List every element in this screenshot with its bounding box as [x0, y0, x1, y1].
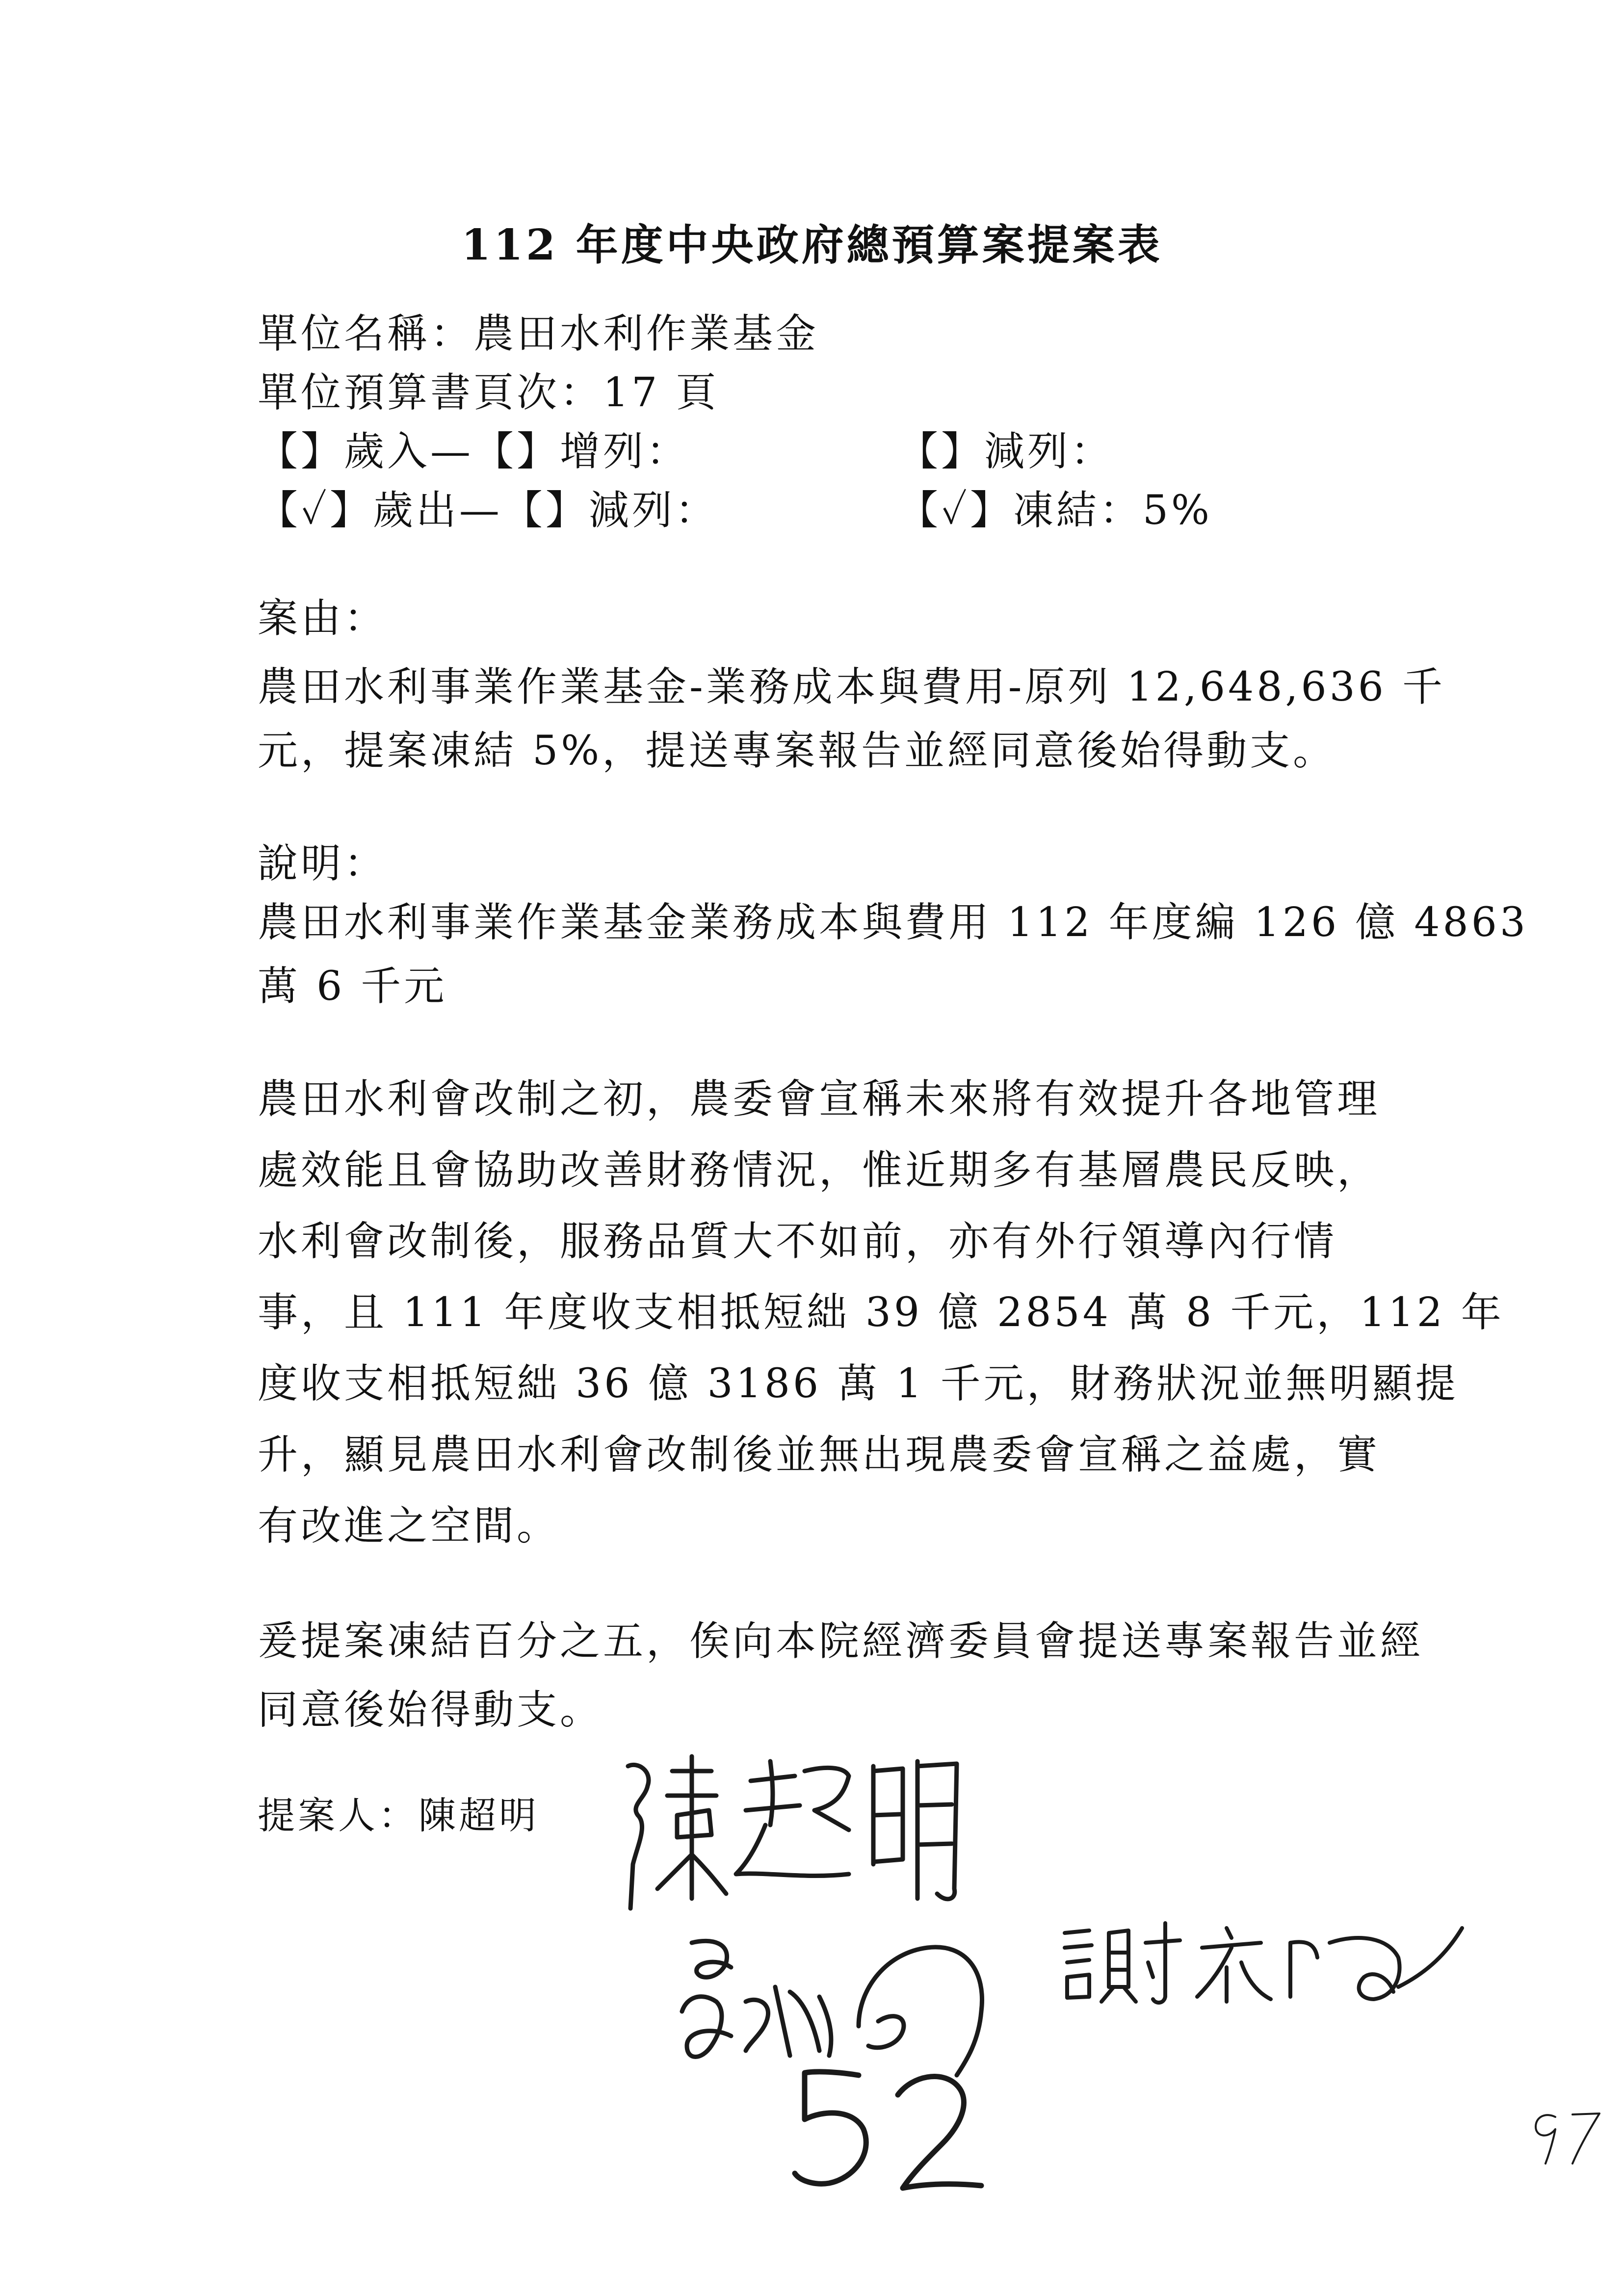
conclusion-line-1: 爰提案凍結百分之五，俟向本院經濟委員會提送專案報告並經 [258, 1618, 1424, 1665]
body-line-3: 水利會改制後，服務品質大不如前，亦有外行領導內行情 [258, 1218, 1337, 1265]
explanation-heading: 說明： [258, 840, 388, 887]
unit-name-line: 單位名稱：農田水利作業基金 [258, 311, 819, 357]
reason-line-1: 農田水利事業作業基金-業務成本與費用-原列 12,648,636 千 [258, 664, 1446, 710]
handwritten-number-52 [785, 2061, 991, 2203]
option-expenditure-decrease: 【✓】歲出—【】減列： [258, 487, 718, 534]
option-revenue-increase: 【】歲入—【】增列： [258, 428, 690, 475]
body-line-1: 農田水利會改制之初，農委會宣稱未來將有效提升各地管理 [258, 1076, 1381, 1122]
option-revenue-decrease: 【】減列： [898, 428, 1114, 475]
explanation-line-1: 農田水利事業作業基金業務成本與費用 112 年度編 126 億 4863 [258, 899, 1529, 946]
budget-page-line: 單位預算書頁次：17 頁 [258, 369, 719, 416]
body-line-4: 事，且 111 年度收支相抵短絀 39 億 2854 萬 8 千元，112 年 [258, 1289, 1504, 1336]
explanation-line-2: 萬 6 千元 [258, 963, 447, 1010]
reason-line-2: 元，提案凍結 5%，提送專案報告並經同意後始得動支。 [258, 728, 1336, 774]
reason-heading: 案由： [258, 595, 388, 642]
body-line-7: 有改進之空間。 [258, 1503, 560, 1549]
handwritten-page-number [1526, 2105, 1614, 2168]
option-freeze: 【✓】凍結：5% [898, 487, 1212, 534]
body-line-6: 升，顯見農田水利會改制後並無出現農委會宣稱之益處，實 [258, 1432, 1381, 1478]
signature-3 [1055, 1913, 1467, 2011]
conclusion-line-2: 同意後始得動支。 [258, 1687, 603, 1733]
document-title: 112 年度中央政府總預算案提案表 [461, 220, 1163, 270]
proposer-label: 提案人：陳超明 [258, 1794, 539, 1837]
signature-1 [618, 1751, 971, 1913]
body-line-2: 處效能且會協助改善財務情況，惟近期多有基層農民反映， [258, 1147, 1381, 1194]
body-line-5: 度收支相抵短絀 36 億 3186 萬 1 千元，財務狀況並無明顯提 [258, 1360, 1459, 1407]
